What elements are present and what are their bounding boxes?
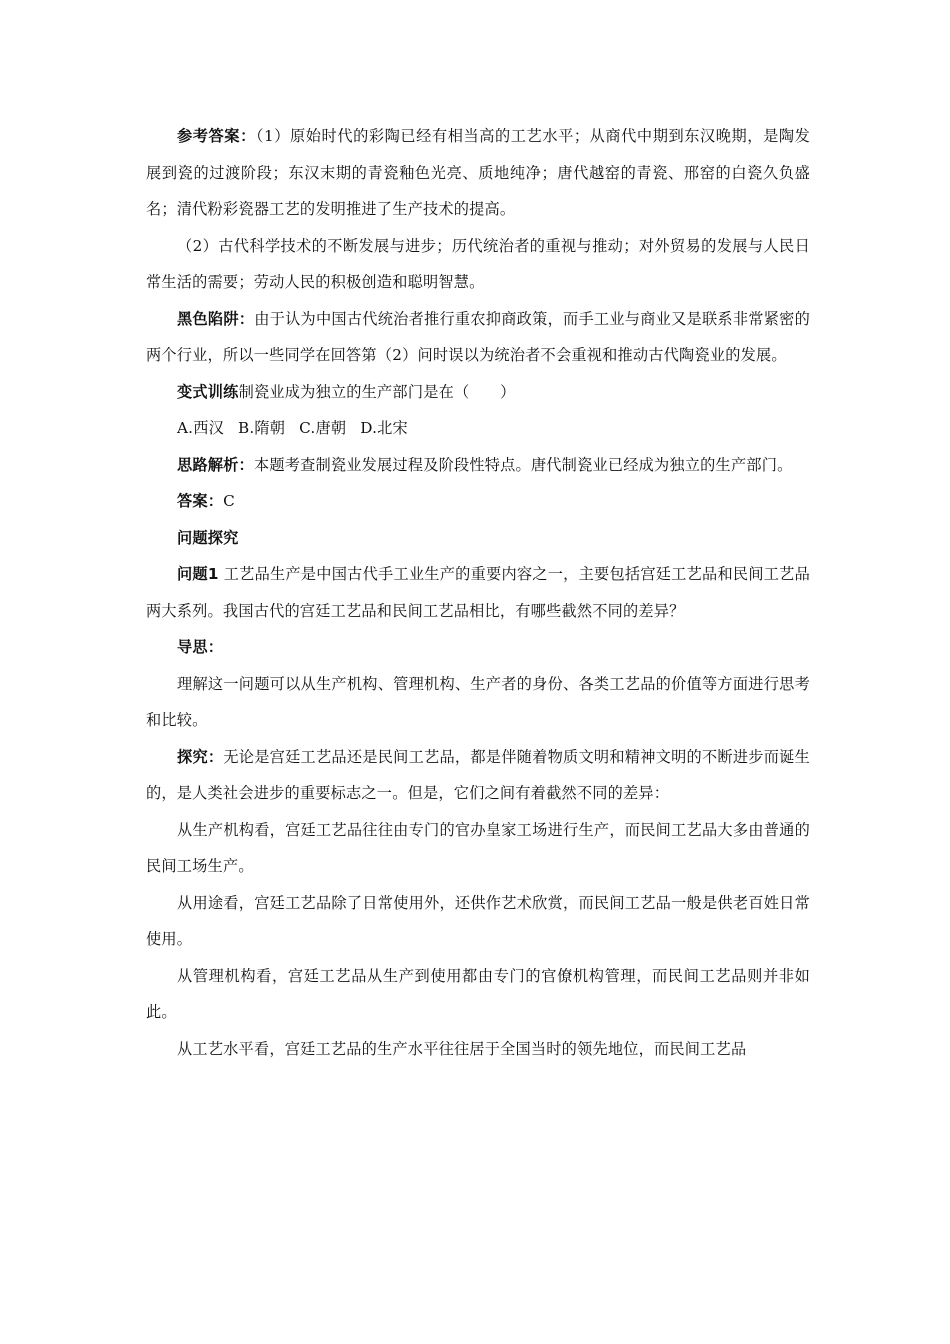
pitfall-paragraph	[146, 301, 810, 374]
point-production	[146, 812, 810, 885]
reference-answer-part1: （1）原始时代的彩陶已经有相当高的工艺水平；从商代中期到东汉晚期，是陶发展到瓷的过渡阶段；东汉末期的青瓷釉色光亮、质地纯净；唐代越窑的青瓷、邢窑的白瓷久负盛名；清代粉彩瓷器工艺的发明推进了生产技术的提高。	[146, 127, 810, 218]
document-body	[146, 118, 810, 1067]
point-craft-level	[146, 1031, 810, 1068]
pitfall-text: 由于认为中国古代统治者推行重农抑商政策，而手工业与商业又是联系非常紧密的两个行业，所以一些同学在回答第（2）问时误以为统治者不会重视和推动古代陶瓷业的发展。	[146, 309, 810, 364]
explore-text: 无论是宫廷工艺品还是民间工艺品，都是伴随着物质文明和精神文明的不断进步而诞生的，是人类社会进步的重要标志之一。但是，它们之间有着截然不同的差异：	[146, 747, 810, 802]
point-management-text: 从管理机构看，宫廷工艺品从生产到使用都由专门的官僚机构管理，而民间工艺品则并非如此。	[146, 966, 810, 1021]
answer-label: 答案：	[177, 492, 224, 510]
reference-answer-part2-paragraph	[146, 228, 810, 301]
section-title-paragraph	[146, 520, 810, 557]
point-management	[146, 958, 810, 1031]
option-a: A.西汉	[177, 419, 224, 437]
guide-text: 理解这一问题可以从生产机构、管理机构、生产者的身份、各类工艺品的价值等方面进行思考和比较。	[146, 674, 810, 729]
problem1-paragraph	[146, 556, 810, 629]
pitfall-label: 黑色陷阱：	[177, 309, 255, 328]
point-production-text: 从生产机构看，宫廷工艺品往往由专门的官办皇家工场进行生产，而民间工艺品大多由普通的民间工场生产。	[146, 820, 810, 875]
explore-paragraph	[146, 739, 810, 812]
reference-answer-label: 参考答案：	[177, 127, 256, 145]
variant-question: 制瓷业成为独立的生产部门是在（ ）	[238, 382, 516, 401]
reference-answer-paragraph	[146, 118, 810, 228]
section-title: 问题探究	[177, 528, 239, 547]
reference-answer-part2: （2）古代科学技术的不断发展与进步；历代统治者的重视与推动；对外贸易的发展与人民日常生活的需要；劳动人民的积极创造和聪明智慧。	[146, 236, 810, 291]
guide-label-paragraph	[146, 629, 810, 666]
guide-label: 导思：	[177, 638, 224, 656]
variant-paragraph	[146, 374, 810, 411]
problem1-label: 问题1	[177, 565, 219, 583]
variant-label: 变式训练	[177, 382, 239, 401]
guide-text-paragraph	[146, 666, 810, 739]
point-usage	[146, 885, 810, 958]
point-craft-level-text: 从工艺水平看，宫廷工艺品的生产水平往往居于全国当时的领先地位，而民间工艺品	[177, 1039, 747, 1058]
analysis-label: 思路解析：	[177, 455, 254, 474]
variant-options	[146, 410, 810, 447]
option-c: C.唐朝	[299, 419, 347, 437]
option-b: B.隋朝	[237, 419, 286, 437]
answer-value: C	[223, 492, 235, 510]
answer-paragraph	[146, 483, 810, 520]
option-d: D.北宋	[360, 419, 408, 437]
problem1-text: 工艺品生产是中国古代手工业生产的重要内容之一，主要包括宫廷工艺品和民间工艺品两大系列。我国古代的宫廷工艺品和民间工艺品相比，有哪些截然不同的差异？	[146, 565, 811, 620]
analysis-text: 本题考查制瓷业发展过程及阶段性特点。唐代制瓷业已经成为独立的生产部门。	[253, 455, 793, 474]
analysis-paragraph	[146, 447, 810, 484]
explore-label: 探究：	[177, 747, 224, 766]
point-usage-text: 从用途看，宫廷工艺品除了日常使用外，还供作艺术欣赏，而民间工艺品一般是供老百姓日常使用。	[146, 893, 810, 948]
